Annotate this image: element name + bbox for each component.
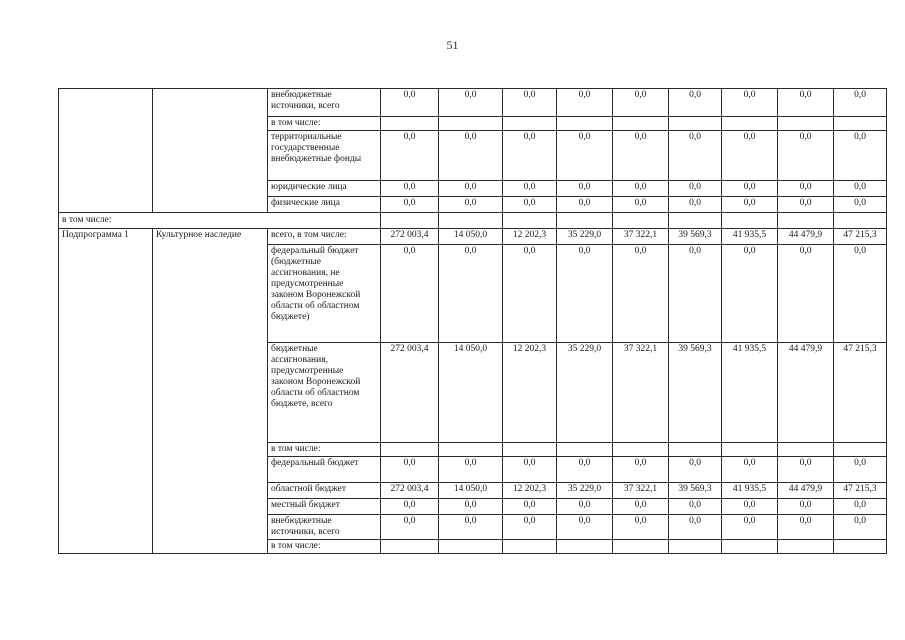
section-row xyxy=(59,213,887,229)
value-cell: 0,0 xyxy=(503,245,557,343)
value-cell: 0,0 xyxy=(722,499,778,515)
value-cell xyxy=(613,443,669,457)
value-cell: 0,0 xyxy=(381,181,439,197)
value-cell: 0,0 xyxy=(778,245,834,343)
value-cell: 0,0 xyxy=(669,457,722,483)
value-cell: 0,0 xyxy=(722,131,778,181)
value-cell: 0,0 xyxy=(503,515,557,540)
value-cell xyxy=(778,443,834,457)
value-cell: 0,0 xyxy=(439,515,503,540)
value-cell: 0,0 xyxy=(439,89,503,117)
value-cell xyxy=(557,443,613,457)
value-cell: 0,0 xyxy=(613,245,669,343)
value-cell: 0,0 xyxy=(778,131,834,181)
value-cell: 0,0 xyxy=(613,499,669,515)
value-cell: 0,0 xyxy=(613,457,669,483)
value-cell: 0,0 xyxy=(381,245,439,343)
value-cell: 0,0 xyxy=(834,245,887,343)
value-cell: 0,0 xyxy=(557,197,613,213)
value-cell: 39 569,3 xyxy=(669,343,722,443)
value-cell: 0,0 xyxy=(834,197,887,213)
value-cell: 0,0 xyxy=(557,457,613,483)
source-label: внебюджетные источники, всего xyxy=(268,515,381,540)
value-cell xyxy=(722,213,778,229)
value-cell xyxy=(503,540,557,554)
value-cell: 0,0 xyxy=(669,197,722,213)
value-cell: 0,0 xyxy=(503,89,557,117)
value-cell xyxy=(722,443,778,457)
value-cell: 0,0 xyxy=(834,499,887,515)
value-cell xyxy=(439,213,503,229)
value-cell: 0,0 xyxy=(834,457,887,483)
value-cell: 37 322,1 xyxy=(613,229,669,245)
value-cell: 35 229,0 xyxy=(557,229,613,245)
source-label: территориальные государственные внебюджетные фонды xyxy=(268,131,381,181)
table-row xyxy=(59,89,887,117)
value-cell: 0,0 xyxy=(381,457,439,483)
value-cell xyxy=(778,117,834,131)
value-cell: 0,0 xyxy=(439,499,503,515)
value-cell: 47 215,3 xyxy=(834,229,887,245)
value-cell: 0,0 xyxy=(669,515,722,540)
value-cell xyxy=(439,117,503,131)
value-cell xyxy=(722,540,778,554)
value-cell: 0,0 xyxy=(834,515,887,540)
program-code-cell: Подпрограмма 1 xyxy=(59,229,153,554)
value-cell: 0,0 xyxy=(613,131,669,181)
value-cell xyxy=(834,540,887,554)
value-cell xyxy=(834,117,887,131)
source-label: юридические лица xyxy=(268,181,381,197)
value-cell: 47 215,3 xyxy=(834,343,887,443)
value-cell xyxy=(669,540,722,554)
value-cell xyxy=(722,117,778,131)
value-cell: 44 479,9 xyxy=(778,229,834,245)
value-cell xyxy=(439,540,503,554)
value-cell: 272 003,4 xyxy=(381,343,439,443)
value-cell xyxy=(557,540,613,554)
value-cell: 0,0 xyxy=(669,181,722,197)
value-cell xyxy=(669,117,722,131)
value-cell: 12 202,3 xyxy=(503,343,557,443)
value-cell: 0,0 xyxy=(834,181,887,197)
value-cell xyxy=(834,443,887,457)
value-cell: 0,0 xyxy=(557,131,613,181)
source-label: бюджетные ассигнования, предусмотренные законом Воронежской области об областном бюджете, всего xyxy=(268,343,381,443)
value-cell: 39 569,3 xyxy=(669,483,722,499)
value-cell: 0,0 xyxy=(439,181,503,197)
value-cell: 41 935,5 xyxy=(722,229,778,245)
value-cell: 41 935,5 xyxy=(722,483,778,499)
value-cell: 0,0 xyxy=(381,499,439,515)
value-cell: 0,0 xyxy=(503,181,557,197)
table-body xyxy=(59,89,887,554)
value-cell: 0,0 xyxy=(613,181,669,197)
value-cell xyxy=(439,443,503,457)
value-cell xyxy=(381,540,439,554)
value-cell: 41 935,5 xyxy=(722,343,778,443)
value-cell: 14 050,0 xyxy=(439,229,503,245)
value-cell: 0,0 xyxy=(503,131,557,181)
value-cell: 0,0 xyxy=(503,499,557,515)
source-label: местный бюджет xyxy=(268,499,381,515)
value-cell: 0,0 xyxy=(669,499,722,515)
source-label: внебюджетные источники, всего xyxy=(268,89,381,117)
source-label: в том числе: xyxy=(268,540,381,554)
value-cell: 0,0 xyxy=(557,499,613,515)
value-cell: 12 202,3 xyxy=(503,483,557,499)
value-cell: 0,0 xyxy=(778,197,834,213)
value-cell: 47 215,3 xyxy=(834,483,887,499)
value-cell: 0,0 xyxy=(669,89,722,117)
value-cell xyxy=(613,117,669,131)
budget-table xyxy=(58,88,887,554)
value-cell: 272 003,4 xyxy=(381,483,439,499)
value-cell: 0,0 xyxy=(503,197,557,213)
value-cell: 14 050,0 xyxy=(439,343,503,443)
value-cell: 37 322,1 xyxy=(613,483,669,499)
value-cell: 0,0 xyxy=(439,131,503,181)
value-cell: 35 229,0 xyxy=(557,343,613,443)
value-cell: 12 202,3 xyxy=(503,229,557,245)
value-cell: 0,0 xyxy=(669,131,722,181)
value-cell xyxy=(557,213,613,229)
value-cell xyxy=(834,213,887,229)
value-cell: 0,0 xyxy=(381,131,439,181)
value-cell xyxy=(557,117,613,131)
page-number: 51 xyxy=(446,38,459,52)
value-cell: 0,0 xyxy=(722,181,778,197)
source-label: областной бюджет xyxy=(268,483,381,499)
value-cell xyxy=(778,213,834,229)
value-cell xyxy=(503,117,557,131)
value-cell xyxy=(381,117,439,131)
source-label: в том числе: xyxy=(268,117,381,131)
value-cell: 39 569,3 xyxy=(669,229,722,245)
value-cell: 0,0 xyxy=(778,499,834,515)
value-cell: 0,0 xyxy=(669,245,722,343)
source-label: федеральный бюджет (бюджетные ассигнования, не предусмотренные законом Воронежской области об областном бюджете) xyxy=(268,245,381,343)
program-code-cell xyxy=(59,89,153,213)
value-cell: 0,0 xyxy=(722,197,778,213)
value-cell: 44 479,9 xyxy=(778,343,834,443)
value-cell: 0,0 xyxy=(722,515,778,540)
value-cell: 0,0 xyxy=(557,245,613,343)
value-cell: 0,0 xyxy=(439,245,503,343)
value-cell: 0,0 xyxy=(834,89,887,117)
value-cell: 0,0 xyxy=(778,181,834,197)
source-label: всего, в том числе: xyxy=(268,229,381,245)
value-cell xyxy=(669,213,722,229)
value-cell: 14 050,0 xyxy=(439,483,503,499)
value-cell: 0,0 xyxy=(778,89,834,117)
value-cell: 0,0 xyxy=(439,197,503,213)
value-cell: 0,0 xyxy=(834,131,887,181)
table-row xyxy=(59,229,887,245)
value-cell: 0,0 xyxy=(381,89,439,117)
value-cell: 0,0 xyxy=(557,515,613,540)
value-cell: 0,0 xyxy=(381,515,439,540)
value-cell: 0,0 xyxy=(722,89,778,117)
value-cell xyxy=(613,213,669,229)
value-cell xyxy=(669,443,722,457)
value-cell xyxy=(613,540,669,554)
value-cell: 35 229,0 xyxy=(557,483,613,499)
value-cell: 0,0 xyxy=(722,457,778,483)
program-name-cell xyxy=(153,89,268,213)
value-cell xyxy=(381,443,439,457)
value-cell xyxy=(778,540,834,554)
value-cell xyxy=(503,213,557,229)
value-cell: 0,0 xyxy=(722,245,778,343)
value-cell: 0,0 xyxy=(613,89,669,117)
value-cell: 37 322,1 xyxy=(613,343,669,443)
source-label: в том числе: xyxy=(268,443,381,457)
value-cell: 0,0 xyxy=(439,457,503,483)
value-cell: 44 479,9 xyxy=(778,483,834,499)
source-label: федеральный бюджет xyxy=(268,457,381,483)
value-cell: 0,0 xyxy=(778,457,834,483)
value-cell: 272 003,4 xyxy=(381,229,439,245)
value-cell: 0,0 xyxy=(503,457,557,483)
value-cell xyxy=(381,213,439,229)
program-name-cell: Культурное наследие xyxy=(153,229,268,554)
value-cell: 0,0 xyxy=(778,515,834,540)
value-cell: 0,0 xyxy=(613,515,669,540)
source-label: физические лица xyxy=(268,197,381,213)
value-cell xyxy=(503,443,557,457)
value-cell: 0,0 xyxy=(557,89,613,117)
section-label: в том числе: xyxy=(59,213,381,229)
value-cell: 0,0 xyxy=(381,197,439,213)
value-cell: 0,0 xyxy=(557,181,613,197)
value-cell: 0,0 xyxy=(613,197,669,213)
